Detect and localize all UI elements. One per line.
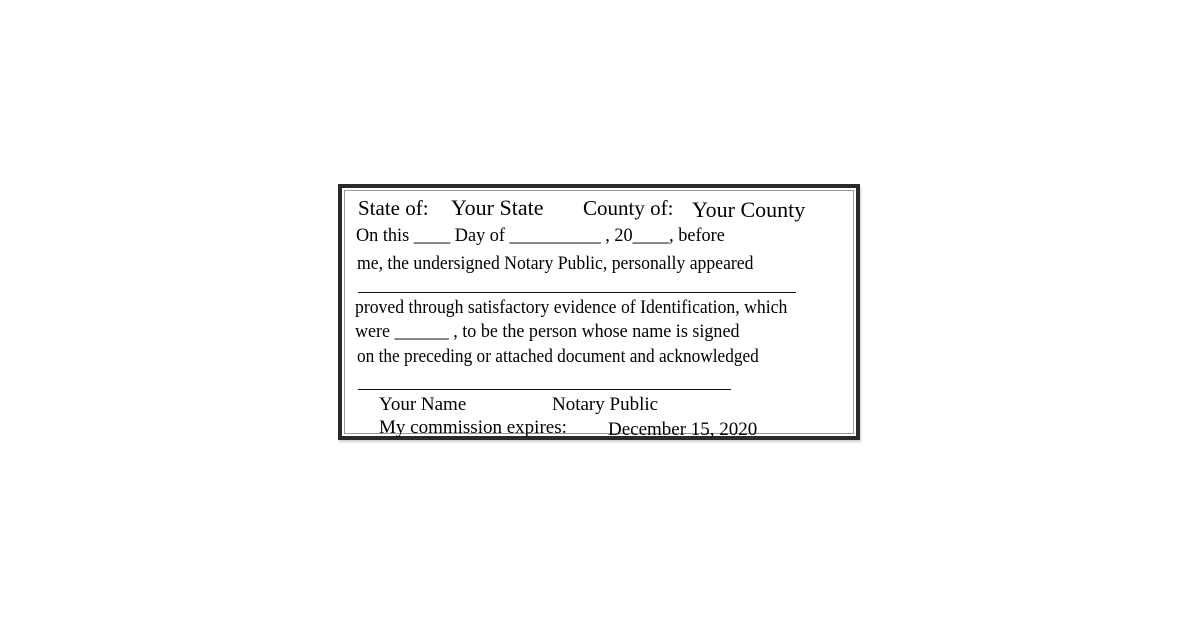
notary-public-label: Notary Public bbox=[552, 394, 659, 415]
appeared-line: me, the undersigned Notary Public, personally appeared bbox=[357, 253, 754, 274]
proved-line: proved through satisfactory evidence of Identification, which bbox=[355, 297, 788, 318]
your-name-label: Your Name bbox=[379, 394, 467, 415]
on-this-line: On this ____ Day of __________ , 20____, before bbox=[356, 225, 725, 246]
appearer-name-line bbox=[358, 292, 796, 293]
were-line: were ______ , to be the person whose name is signed bbox=[355, 321, 740, 342]
state-label: State of: bbox=[358, 196, 429, 220]
commission-date: December 15, 2020 bbox=[608, 419, 758, 440]
county-value: Your County bbox=[692, 197, 806, 222]
commission-label: My commission expires: bbox=[379, 417, 567, 438]
county-label: County of: bbox=[583, 196, 674, 220]
preceding-line: on the preceding or attached document and acknowledged bbox=[357, 346, 759, 367]
signature-line bbox=[358, 389, 731, 390]
state-value: Your State bbox=[451, 195, 544, 220]
